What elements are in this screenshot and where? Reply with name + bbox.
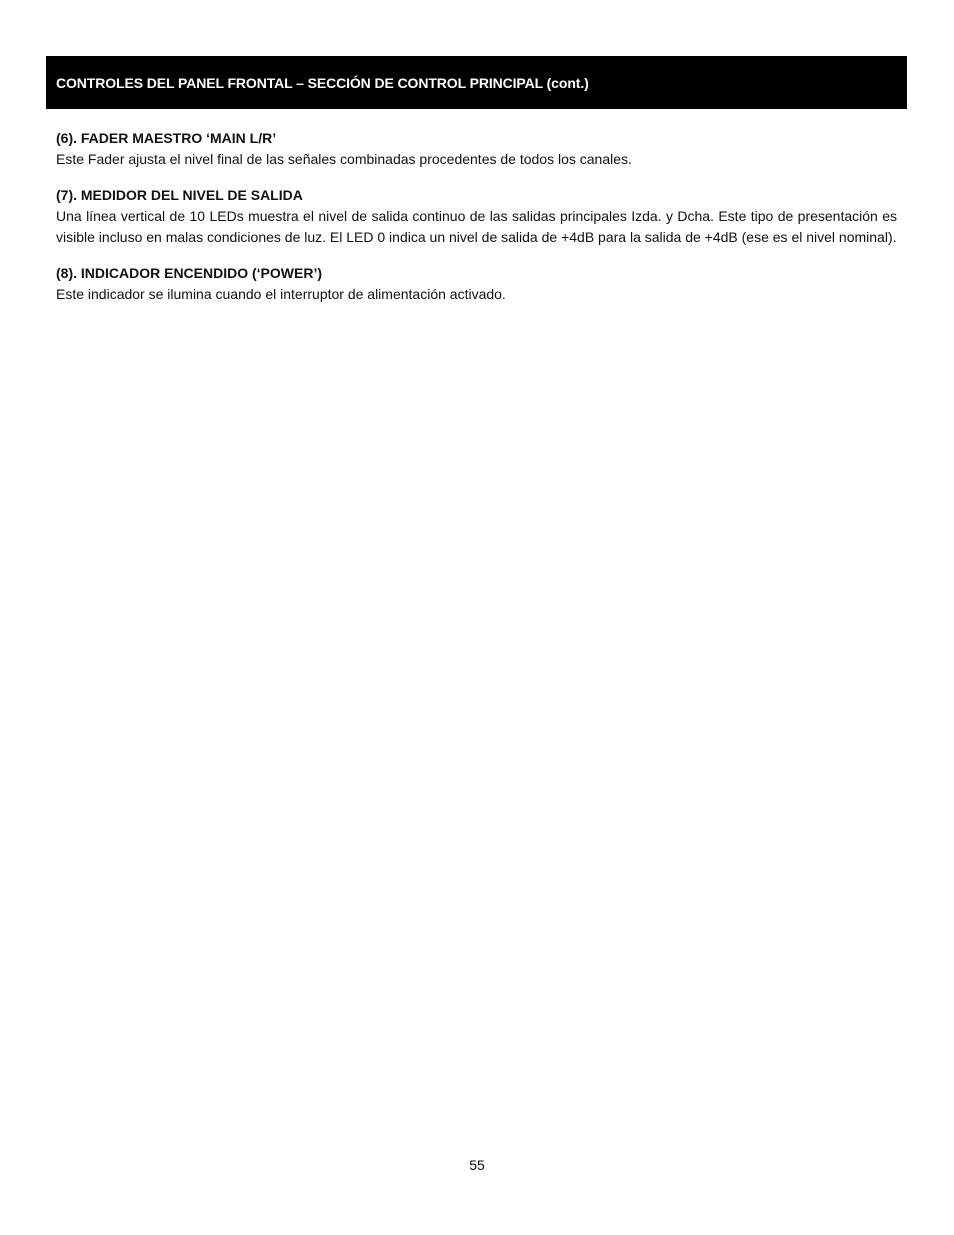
page-number: 55 bbox=[469, 1157, 485, 1173]
section-power-indicator bbox=[56, 263, 897, 305]
document-content bbox=[56, 128, 897, 320]
section-header-title: CONTROLES DEL PANEL FRONTAL – SECCIÓN DE CONTROL PRINCIPAL (cont.) bbox=[56, 74, 589, 91]
section-title: (6). FADER MAESTRO ‘MAIN L/R’ bbox=[56, 130, 277, 146]
section-body: Una línea vertical de 10 LEDs muestra el nivel de salida continuo de las salidas principales Izda. y Dcha. Este tipo de presentación es visible incluso en malas condiciones de luz. El LED 0 indica un nivel de salida de +4dB para la salida de +4dB (ese es el nivel nominal). bbox=[56, 208, 897, 245]
section-title: (8). INDICADOR ENCENDIDO (‘POWER’) bbox=[56, 265, 322, 281]
section-body: Este Fader ajusta el nivel final de las señales combinadas procedentes de todos los canales. bbox=[56, 151, 632, 167]
section-body: Este indicador se ilumina cuando el interruptor de alimentación activado. bbox=[56, 286, 506, 302]
section-output-meter bbox=[56, 185, 897, 248]
section-title: (7). MEDIDOR DEL NIVEL DE SALIDA bbox=[56, 187, 303, 203]
section-header-bar bbox=[46, 56, 907, 109]
section-main-fader bbox=[56, 128, 897, 170]
